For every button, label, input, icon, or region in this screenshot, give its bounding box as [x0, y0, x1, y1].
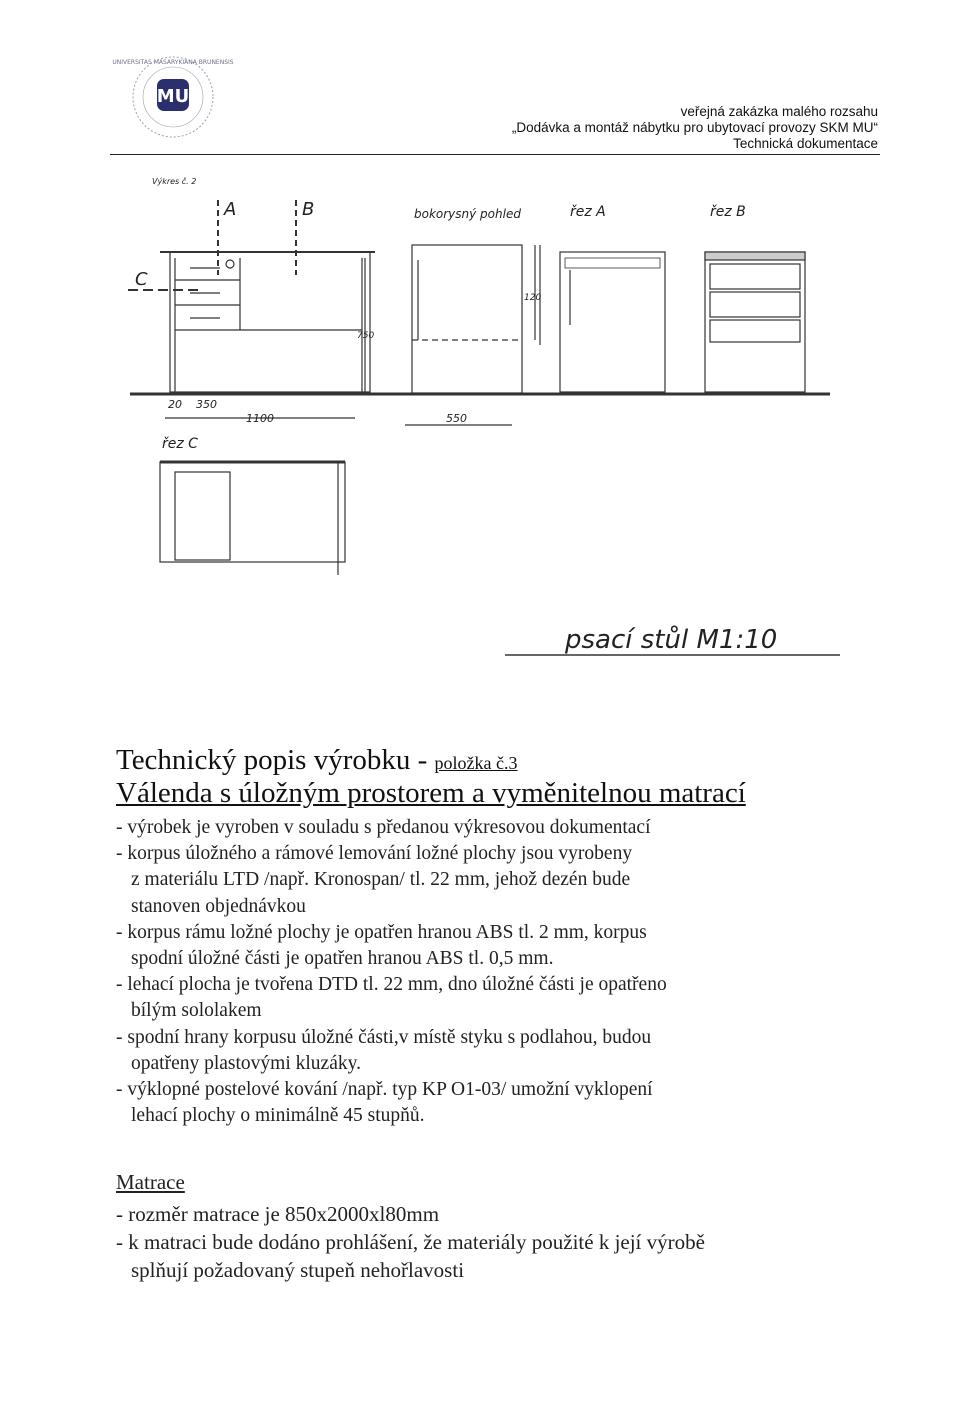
section-a-marker: A	[224, 199, 237, 220]
section-title-separator: -	[417, 744, 428, 776]
section-a-view	[560, 252, 665, 392]
dim-550: 550	[446, 412, 467, 425]
spec-line: z materiálu LTD /např. Kronospan/ tl. 22 mm, jehož dezén bude	[131, 869, 631, 891]
logo-monogram: MU	[156, 86, 190, 107]
spec-line: - výklopné postelové kování /např. typ KP O1-03/ umožní vyklopení	[116, 1079, 653, 1101]
mattress-heading: Matrace	[116, 1170, 185, 1194]
logo-ring-text: UNIVERSITAS MASARYKIANA BRUNENSIS	[112, 59, 234, 66]
document-header	[512, 104, 878, 152]
dim-20: 20	[168, 398, 182, 411]
spec-line: spodní úložné části je opatřen hranou ABS tl. 0,5 mm.	[131, 948, 554, 970]
drawing-caption: psací stůl M1:10	[565, 625, 778, 655]
mattress-line: splňují požadovaný stupeň nehořlavosti	[131, 1258, 465, 1282]
section-b-view	[705, 252, 805, 392]
desk-front-view	[170, 252, 370, 392]
section-c-marker: C	[135, 269, 148, 290]
spec-list	[116, 815, 667, 1129]
technical-drawing	[0, 160, 960, 720]
spec-line: opatřeny plastovými kluzáky.	[131, 1052, 361, 1074]
header-doc-type: Technická dokumentace	[733, 136, 878, 151]
dim-750: 750	[357, 331, 375, 341]
desk-side-view	[412, 245, 522, 393]
section-item-number: položka č.3	[434, 753, 518, 773]
section-b-label: řez B	[710, 204, 746, 220]
section-a-label: řez A	[570, 204, 606, 220]
spec-line: - korpus rámu ložné plochy je opatřen hranou ABS tl. 2 mm, korpus	[116, 921, 647, 943]
dim-350: 350	[196, 398, 217, 411]
mattress-list	[116, 1200, 705, 1284]
mattress-line: - rozměr matrace je 850x2000xl80mm	[116, 1202, 440, 1226]
drawing-sheet-label: Výkres č. 2	[152, 177, 197, 186]
mattress-line: - k matraci bude dodáno prohlášení, že materiály použité k její výrobě	[116, 1230, 705, 1254]
section-title	[116, 744, 518, 777]
spec-line: - lehací plocha je tvořena DTD tl. 22 mm, dno úložné části je opatřeno	[116, 974, 667, 996]
spec-line: - korpus úložného a rámové lemování ložné plochy jsou vyrobeny	[116, 843, 633, 865]
header-divider	[110, 154, 880, 155]
dim-120: 120	[524, 293, 542, 303]
header-contract-name: „Dodávka a montáž nábytku pro ubytovací provozy SKM MU“	[511, 120, 878, 135]
header-contract-type: veřejná zakázka malého rozsahu	[680, 104, 878, 119]
spec-line: lehací plochy o minimálně 45 stupňů.	[131, 1105, 425, 1127]
product-title: Válenda s úložným prostorem a vyměnitelnou matrací	[116, 777, 746, 809]
section-c-view	[160, 462, 345, 562]
university-logo	[112, 52, 234, 142]
section-b-marker: B	[302, 199, 315, 220]
section-c-label: řez C	[162, 436, 198, 452]
dim-1100: 1100	[246, 412, 274, 425]
spec-line: - výrobek je vyroben v souladu s předanou výkresovou dokumentací	[116, 817, 651, 838]
spec-line: - spodní hrany korpusu úložné části,v místě styku s podlahou, budou	[116, 1026, 652, 1048]
spec-line: bílým sololakem	[131, 1000, 262, 1022]
spec-line: stanoven objednávkou	[131, 895, 306, 917]
section-title-text: Technický popis výrobku	[116, 744, 411, 776]
side-view-label: bokorysný pohled	[414, 207, 521, 221]
